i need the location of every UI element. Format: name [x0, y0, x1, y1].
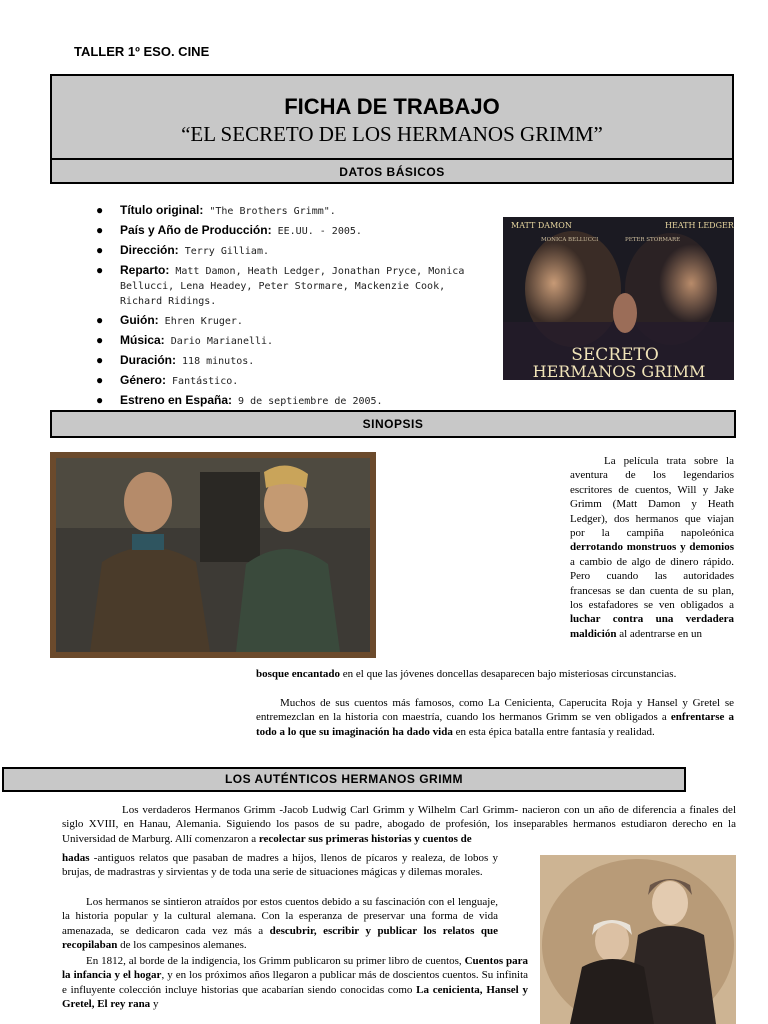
section-heading-grimm: LOS AUTÉNTICOS HERMANOS GRIMM	[2, 767, 686, 792]
synopsis-paragraph-wide	[256, 667, 734, 681]
fact-label: Dirección:	[120, 243, 179, 257]
list-item	[96, 333, 492, 349]
grimm-bold: Cuentos para la infancia y el hogar	[62, 955, 528, 982]
bullet-icon: ●	[96, 203, 104, 217]
grimm-text: Los hermanos se sintieron atraídos por estos cuentos debido a su fascinación con el lenguaje, la historia popular y la cultural alemana. Con la esperanza de preservar una forma de vida amenazada, se dedicaron cada vez más a	[62, 896, 498, 937]
fact-label: Guión:	[120, 313, 159, 327]
poster-actor-left: MATT DAMON	[511, 221, 572, 230]
list-item	[96, 393, 492, 409]
list-item	[96, 353, 492, 369]
bullet-icon: ●	[96, 353, 104, 367]
bullet-icon: ●	[96, 223, 104, 237]
poster-costar-right: PETER STORMARE	[625, 237, 681, 243]
facts-list	[96, 203, 492, 413]
grimm-portrait	[540, 855, 736, 1024]
grimm-text: y	[150, 998, 159, 1011]
fact-label: País y Año de Producción:	[120, 223, 272, 237]
grimm-text: de los campesinos alemanes.	[117, 939, 247, 952]
list-item	[96, 203, 492, 219]
bullet-icon: ●	[96, 373, 104, 387]
grimm-bold: hadas	[62, 852, 90, 864]
grimm-text: En 1812, al borde de la indigencia, los Grimm publicaron su primer libro de cuentos,	[86, 955, 465, 967]
fact-value: Ehren Kruger.	[158, 316, 243, 327]
bullet-icon: ●	[96, 333, 104, 347]
fact-value: "The Brothers Grimm".	[203, 206, 336, 217]
fact-value: Terry Gilliam.	[178, 246, 269, 257]
grimm-bold: La cenicienta, Hansel y Gretel, El rey rana	[62, 983, 528, 1011]
poster-title-line1: SECRETO	[571, 345, 659, 365]
fact-label: Música:	[120, 333, 165, 347]
fact-label: Título original:	[120, 203, 204, 217]
synopsis-text: a cambio de algo de dinero rápido. Pero cuando las autoridades francesas se dan cuenta de su plan, los estafadores se ven obligados a	[570, 555, 734, 612]
synopsis-bold: enfrentarse a todo a lo que su imaginación ha dado vida	[256, 711, 734, 738]
synopsis-text: La película trata sobre la aventura de los legendarios escritores de cuentos, Will y Jake Grimm (Matt Damon y Heath Ledger), dos hermanos que viajan por la campiña napoleónica	[570, 455, 734, 540]
list-item	[96, 373, 492, 389]
bullet-icon: ●	[96, 313, 104, 327]
bullet-icon: ●	[96, 243, 104, 257]
poster-title-line2: HERMANOS GRIMM	[532, 362, 706, 380]
grimm-text: -antiguos relatos que pasaban de madres a hijos, llenos de pícaros y realeza, de lobos y brujas, de madrastras y sirvientas y de toda una serie de situaciones mágicas y dilemas morales.	[62, 852, 498, 879]
section-heading-sinopsis: SINOPSIS	[50, 410, 736, 438]
fact-value: Matt Damon, Heath Ledger, Jonathan Pryce, Monica Bellucci, Lena Headey, Peter Stormare, Mackenzie Cook, Richard Ridings.	[120, 266, 465, 307]
synopsis-bold: bosque encantado	[256, 668, 341, 680]
film-still-art	[50, 452, 376, 658]
fact-value: Fantástico.	[166, 376, 239, 387]
list-item	[96, 223, 492, 239]
list-item	[96, 313, 492, 329]
title-block	[52, 76, 732, 160]
synopsis-paragraph-2	[256, 696, 734, 739]
poster-actor-right: HEATH LEDGER	[665, 221, 734, 230]
grimm-text: , y en los próximos años llegaron a publicar más de doscientos cuentos. Su infinita e influyente colección incluye historias que acabarían siendo conocidas como	[62, 969, 529, 996]
bullet-icon: ●	[96, 393, 104, 407]
fact-label: Estreno en España:	[120, 393, 233, 407]
poster-costar-left: MONICA BELLUCCI	[541, 237, 599, 243]
fact-label: Reparto:	[120, 263, 170, 277]
synopsis-text: en esta épica batalla entre fantasía y realidad.	[452, 725, 655, 738]
fact-value: Dario Marianelli.	[164, 336, 274, 347]
grimm-portrait-art	[540, 855, 736, 1024]
grimm-paragraph-3	[62, 954, 528, 1012]
movie-poster	[503, 217, 734, 380]
grimm-text: Los verdaderos Hermanos Grimm -Jacob Ludwig Carl Grimm y Wilhelm Carl Grimm- nacieron con un año de diferencia a finales del siglo XVIII, en Hanau, Alemania. Siguiendo los pasos de su padre, abogado de profesión, los inseparables hermanos estudiaron derecho en la Universidad de Marburg. Allí comenzaron a	[62, 804, 736, 845]
fact-value: EE.UU. - 2005.	[271, 226, 362, 237]
worksheet-title: FICHA DE TRABAJO	[284, 94, 500, 119]
title-box	[50, 74, 734, 184]
fact-value: 118 minutos.	[176, 356, 255, 367]
course-label: TALLER 1º ESO. CINE	[74, 44, 210, 59]
grimm-paragraph-1	[62, 803, 736, 846]
synopsis-text: al adentrarse en un	[616, 627, 702, 640]
synopsis-bold: derrotando monstruos y demonios	[570, 541, 734, 554]
grimm-bold: recolectar sus primeras historias y cuentos de	[258, 832, 472, 845]
fact-value: 9 de septiembre de 2005.	[232, 396, 383, 407]
film-title: “EL SECRETO DE LOS HERMANOS GRIMM”	[181, 122, 603, 146]
film-still	[50, 452, 376, 658]
list-item	[96, 263, 492, 309]
poster-art	[503, 217, 734, 380]
synopsis-paragraph-column	[570, 454, 734, 641]
synopsis-bold: luchar contra una verdadera maldición	[570, 613, 734, 640]
fact-label: Duración:	[120, 353, 177, 367]
list-item	[96, 243, 492, 259]
grimm-paragraph-2	[62, 895, 498, 953]
synopsis-text: Muchos de sus cuentos más famosos, como La Cenicienta, Caperucita Roja y Hansel y Gretel se entremezclan en la historia con maestría, cuando los hermanos Grimm se ven obligados a	[256, 697, 734, 724]
grimm-bold: descubrir, escribir y publicar los relatos que recopilaban	[62, 924, 498, 952]
section-heading-datos: DATOS BÁSICOS	[52, 160, 732, 182]
fact-label: Género:	[120, 373, 167, 387]
bullet-icon: ●	[96, 263, 104, 277]
grimm-paragraph-1-cont	[62, 851, 498, 880]
synopsis-text: en el que las jóvenes doncellas desaparecen bajo misteriosas circunstancias.	[340, 668, 677, 680]
